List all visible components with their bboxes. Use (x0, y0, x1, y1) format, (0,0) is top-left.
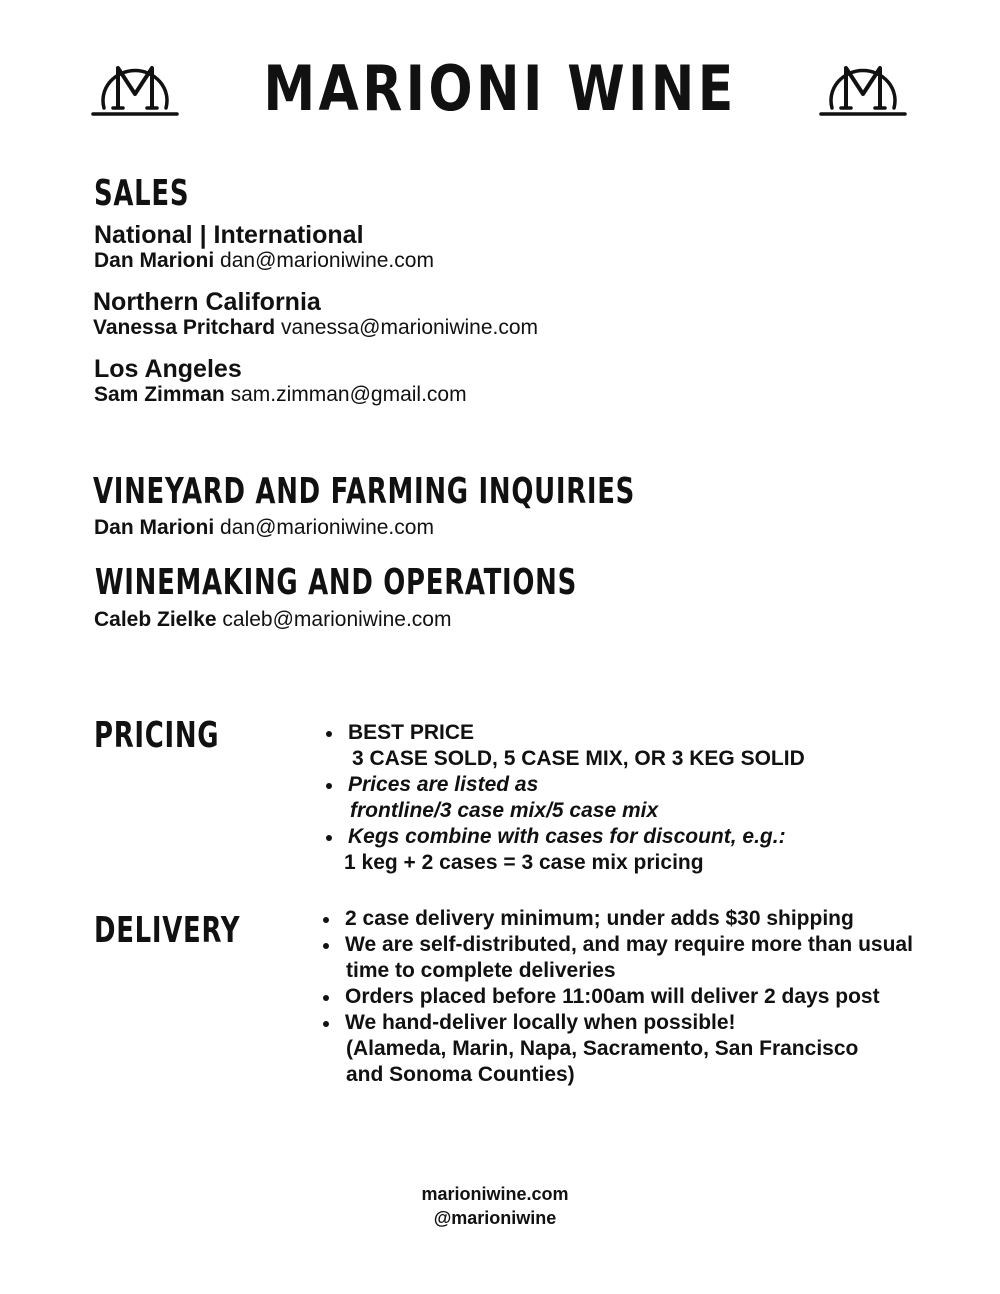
region-label: Los Angeles (94, 355, 242, 383)
contact-line (94, 383, 467, 407)
pricing-item-detail: 3 CASE SOLD, 5 CASE MIX, OR 3 KEG SOLID (352, 747, 805, 770)
delivery-item-detail: time to complete deliveries (346, 959, 616, 982)
sales-section (94, 174, 226, 214)
sales-contact-national (94, 221, 434, 273)
pricing-item-detail: frontline/3 case mix/5 case mix (350, 799, 659, 822)
list-item (321, 984, 981, 1010)
pricing-section (94, 716, 268, 756)
region-label: Northern California (93, 288, 321, 316)
page-title: MARIONI WINE (263, 52, 737, 125)
pricing-item-detail: 1 keg + 2 cases = 3 case mix pricing (344, 851, 704, 874)
delivery-item-detail: and Sonoma Counties) (346, 1063, 575, 1086)
delivery-list-wrap (321, 906, 981, 1088)
delivery-item-text: We hand-deliver locally when possible! (345, 1011, 736, 1034)
contact-email[interactable]: vanessa@marioniwine.com (280, 316, 539, 339)
contact-name: Dan Marioni (94, 516, 215, 539)
vineyard-section (93, 472, 846, 512)
list-item (324, 772, 964, 824)
delivery-section (94, 911, 297, 951)
pricing-list (324, 720, 964, 876)
vineyard-contact (94, 516, 434, 540)
list-item (321, 932, 981, 984)
m-monogram-icon (818, 50, 908, 122)
delivery-item-text: We are self-distributed, and may require more than usual (345, 933, 913, 956)
pricing-item-title: BEST PRICE (348, 721, 475, 744)
list-item (321, 1010, 981, 1088)
sales-contact-norcal (93, 288, 538, 340)
delivery-heading: DELIVERY (94, 910, 241, 951)
pricing-item-title: Prices are listed as (348, 773, 539, 796)
contact-email[interactable]: dan@marioniwine.com (220, 249, 434, 272)
contact-line (93, 316, 538, 340)
contact-line (94, 608, 451, 632)
region-label: National | International (94, 221, 364, 249)
vineyard-heading: VINEYARD AND FARMING INQUIRIES (93, 471, 636, 512)
footer-website[interactable]: marioniwine.com (421, 1184, 569, 1204)
pricing-heading: PRICING (94, 715, 220, 756)
list-item (321, 906, 981, 932)
footer (0, 1182, 990, 1230)
delivery-item-text: 2 case delivery minimum; under adds $30 shipping (345, 907, 854, 930)
sales-contact-la (94, 355, 467, 407)
winemaking-heading: WINEMAKING AND OPERATIONS (95, 562, 577, 603)
winemaking-contact (94, 608, 451, 632)
contact-name: Caleb Zielke (94, 608, 217, 631)
marioni-logo-right (818, 50, 908, 122)
pricing-list-wrap (324, 720, 964, 876)
pricing-item-title: Kegs combine with cases for discount, e.g.: (348, 825, 786, 848)
contact-name: Dan Marioni (94, 249, 215, 272)
contact-line (94, 516, 434, 540)
footer-social-handle[interactable]: @marioniwine (433, 1208, 557, 1228)
contact-name: Sam Zimman (94, 383, 225, 406)
delivery-item-text: Orders placed before 11:00am will deliver 2 days post (345, 985, 880, 1008)
contact-line (94, 249, 434, 273)
contact-email[interactable]: sam.zimman@gmail.com (230, 383, 467, 406)
winemaking-section (95, 563, 764, 603)
delivery-list (321, 906, 981, 1088)
contact-email[interactable]: dan@marioniwine.com (220, 516, 434, 539)
delivery-item-detail: (Alameda, Marin, Napa, Sacramento, San Francisco (346, 1037, 859, 1060)
contact-name: Vanessa Pritchard (93, 316, 276, 339)
list-item (324, 720, 964, 772)
contact-email[interactable]: caleb@marioniwine.com (222, 608, 452, 631)
sales-heading: SALES (94, 173, 190, 214)
list-item (324, 824, 964, 876)
